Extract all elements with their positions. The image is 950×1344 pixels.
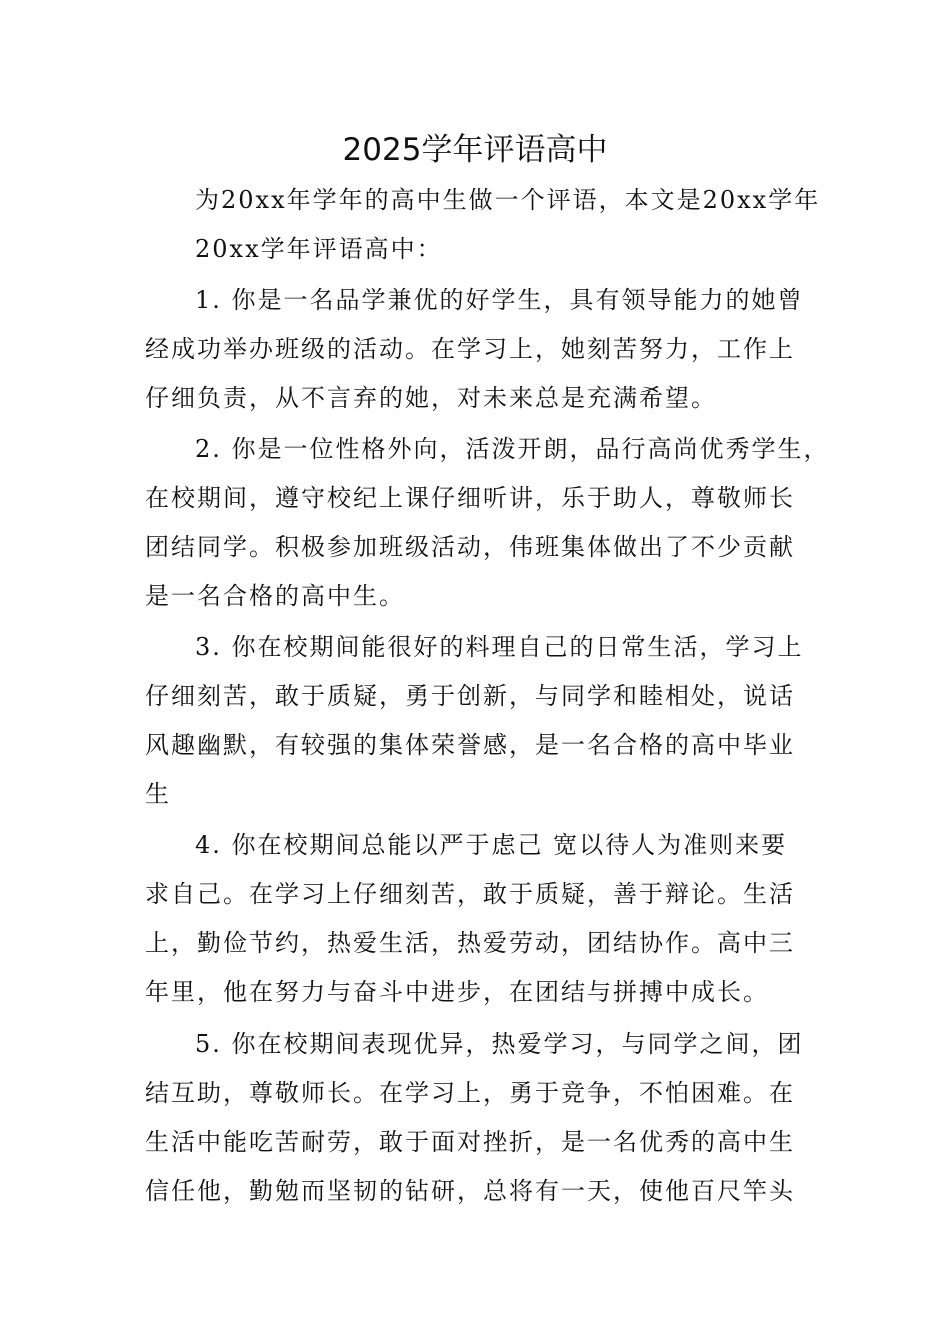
intro-line-1: 为20xx年学年的高中生做一个评语，本文是20xx学年: [195, 186, 821, 214]
comment-2-line-2: 在校期间，遵守校纪上课仔细听讲，乐于助人，尊敬师长: [145, 484, 795, 512]
comment-1-line-1: 1. 你是一名品学兼优的好学生，具有领导能力的她曾: [195, 286, 804, 314]
comment-3-line-4: 生: [145, 780, 171, 808]
comment-3-line-2: 仔细刻苦，敢于质疑，勇于创新，与同学和睦相处，说话: [145, 682, 795, 710]
comment-2-line-3: 团结同学。积极参加班级活动，伟班集体做出了不少贡献: [145, 533, 795, 561]
comment-5-line-3: 生活中能吃苦耐劳，敢于面对挫折，是一名优秀的高中生: [145, 1128, 795, 1156]
comment-2-line-4: 是一名合格的高中生。: [145, 582, 405, 610]
comment-5-line-2: 结互助，尊敬师长。在学习上，勇于竞争，不怕困难。在: [145, 1079, 795, 1107]
comment-5-line-4: 信任他，勤勉而坚韧的钻研，总将有一天，使他百尺竿头: [145, 1177, 795, 1205]
comment-4-line-3: 上，勤俭节约，热爱生活，热爱劳动，团结协作。高中三: [145, 929, 795, 957]
comment-3-line-1: 3. 你在校期间能很好的料理自己的日常生活，学习上: [195, 633, 804, 661]
document-title: 2025学年评语高中: [342, 132, 608, 168]
comment-2-line-1: 2. 你是一位性格外向，活泼开朗，品行高尚优秀学生，: [195, 435, 830, 463]
comment-3-line-3: 风趣幽默，有较强的集体荣誉感，是一名合格的高中毕业: [145, 731, 795, 759]
comment-1-line-2: 经成功举办班级的活动。在学习上，她刻苦努力，工作上: [145, 335, 795, 363]
comment-5-line-1: 5. 你在校期间表现优异，热爱学习，与同学之间，团: [195, 1030, 804, 1058]
comment-4-line-1: 4. 你在校期间总能以严于虑己 宽以待人为准则来要: [195, 831, 788, 859]
comment-1-line-3: 仔细负责，从不言弃的她，对未来总是充满希望。: [145, 384, 717, 412]
comment-4-line-4: 年里，他在努力与奋斗中进步，在团结与拼搏中成长。: [145, 978, 769, 1006]
comment-4-line-2: 求自己。在学习上仔细刻苦，敢于质疑，善于辩论。生活: [145, 880, 795, 908]
intro-line-2: 20xx学年评语高中：: [195, 235, 443, 263]
